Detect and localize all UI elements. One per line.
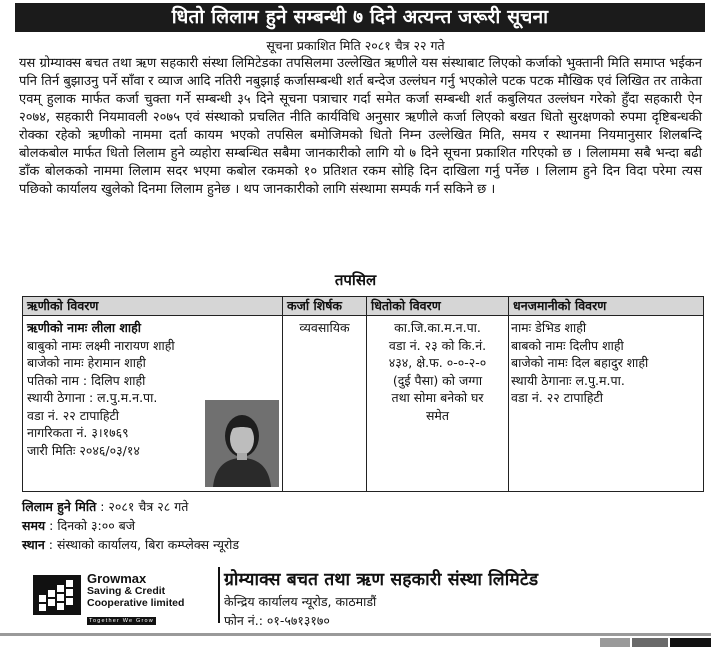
guarantor-line: बाजेको नामः दिल बहादुर शाही (511, 355, 649, 370)
schedule-heading: तपसिल (334, 271, 377, 289)
growmax-logo (33, 572, 213, 624)
collateral-line: तथा सोमा बनेको घर (391, 390, 484, 405)
logo-tagline: Together We Grow (89, 618, 154, 624)
corner-bars (600, 638, 711, 647)
borrower-husband: पतिको नाम : दिलिप शाही (27, 372, 146, 388)
borrower-ward: वडा नं. २२ टापाहिटी (27, 407, 119, 423)
guarantor-line: नामः डेभिड शाही (511, 320, 587, 335)
auction-date-value: : २०८१ चैत्र २८ गते (100, 499, 189, 514)
borrower-issue-date: जारी मितिः २०४६/०३/१४ (27, 442, 140, 458)
logo-text (87, 572, 217, 627)
logo-line-3: Cooperative limited (87, 597, 185, 609)
borrower-grandfather: बाजेको नामः हेरामान शाही (27, 355, 146, 370)
header-borrower: ऋणीको विवरण (27, 298, 99, 313)
collateral-line: ४३४, क्षे.फ. ०-०-२-० (388, 355, 487, 370)
growmax-logo-mark-icon (33, 575, 81, 615)
header-loan-type: कर्जा शिर्षक (287, 298, 343, 313)
auction-place-row (22, 535, 442, 554)
auction-info (22, 497, 442, 554)
notice-body: यस ग्रोम्याक्स बचत तथा ऋण सहकारी संस्था लिमिटेडका तपसिलमा उल्लेखित ऋणीले यस संस्थाबाट लिएको कर्जाको भुक्तानी मिति समाप्त भईकन पनि तिर्न बुझाउनु पर्ने साँवा र व्याज आदि नतिरी नबुझाई कर्जासम्बन्धी शर्त बन्देज उल्लंघन गर्नु भएकोले पटक पटक मौखिक एवं लिखित तर ताकेता एवम् हुलाक मार्फत कर्जा चुक्ता गर्ने सम्बन्धी ३५ दिने सूचना पत्राचार गर्दा समेत कर्जा सम्बन्धी शर्त कबुलियत उल्लंघन गरेको हुँदा सहकारी ऐन २०७४, सहकारी नियमावली २०७५ एवं संस्थाको प्रचलित नीति कार्यविधि अनुसार ऋणीले कर्जा लिएको बखत धितो सुरक्षणको रुपमा दृष्टिबन्धकी रोक्का रहेको ऋणीको नाममा दर्ता कायम भएको तपसिल बमोजिमको धितो निम्न उल्लेखित मिति, समय र स्थानमा नियमानुसार शिलबन्दि बोलकबोल मार्फत धितो लिलाम हुने व्यहोरा सम्बन्धित सबैमा जानकारीको लागि यो ७ दिने सूचना प्रकाशित गरिएको छ । लिलाममा सबै भन्दा बढी डाँक बोलकको नाममा लिलाम सदर भएमा कबोल रकमको १० प्रतिशत रकम सोहि दिन दाखिला गर्नु पर्नेछ । लिलाम हुने दिन विदा परेमा त्यस पछिको कार्यालय खुलेको दिनमा लिलाम हुनेछ । थप जानकारीको लागि संस्थामा सम्पर्क गर्न सकिने छ । (19, 56, 702, 197)
auction-place-value: : संस्थाको कार्यालय, बिरा कम्प्लेक्स न्यूरोड (48, 537, 240, 552)
borrower-address: स्थायी ठेगाना : ल.पु.म.न.पा. (27, 390, 158, 405)
borrower-name: ऋणीको नामः लीला शाही (27, 320, 142, 335)
notice-title: धितो लिलाम हुने सम्बन्धी ७ दिने अत्यन्त जरूरी सूचना (15, 3, 705, 32)
loan-type-cell (283, 319, 366, 337)
borrower-citizenship: नागरिकता नं. ३।१७६९ (27, 425, 129, 440)
borrower-photo (205, 400, 279, 487)
loan-type: व्यवसायिक (299, 320, 350, 335)
guarantor-line: बाबको नामः दिलीप शाही (511, 337, 624, 353)
logo-line-2: Saving & Credit (87, 585, 166, 597)
auction-place-label: स्थान (22, 537, 45, 552)
column-divider (508, 297, 509, 491)
collateral-line: समेत (425, 407, 450, 423)
logo-divider (218, 567, 220, 623)
collateral-line: (दुई पैसा) को जग्गा (392, 372, 483, 388)
guarantor-details (511, 319, 701, 407)
collateral-line: वडा नं. २३ को कि.नं. (388, 337, 487, 353)
auction-time-label: समय (22, 518, 46, 533)
published-date: सूचना प्रकाशित मिति २०८१ चैत्र २२ गते (266, 38, 445, 53)
header-collateral: धितोको विवरण (371, 298, 441, 313)
auction-date-label: लिलाम हुने मिति (22, 499, 97, 514)
logo-line-1: Growmax (87, 571, 147, 586)
header-guarantor: धनजमानीको विवरण (513, 298, 607, 313)
details-table (22, 296, 704, 492)
borrower-details (27, 319, 205, 459)
collateral-details (367, 319, 508, 424)
bottom-rule (0, 633, 711, 636)
organization-phone: फोन नं.: ०१-५७१३१७० (224, 613, 330, 628)
collateral-line: का.जि.का.म.न.पा. (394, 320, 481, 335)
auction-date-row (22, 497, 442, 516)
organization-name: ग्रोम्याक्स बचत तथा ऋण सहकारी संस्था लिमिटेड (224, 570, 539, 590)
organization-office: केन्द्रिय कार्यालय न्यूरोड, काठमाडौं (224, 594, 377, 609)
guarantor-line: स्थायी ठेगानाः ल.पु.म.पा. (511, 372, 625, 388)
borrower-father: बाबुको नामः लक्ष्मी नारायण शाही (27, 337, 175, 353)
auction-time-row (22, 516, 442, 535)
auction-time-value: : दिनको ३:०० बजे (49, 518, 136, 533)
guarantor-line: वडा नं. २२ टापाहिटी (511, 390, 603, 405)
